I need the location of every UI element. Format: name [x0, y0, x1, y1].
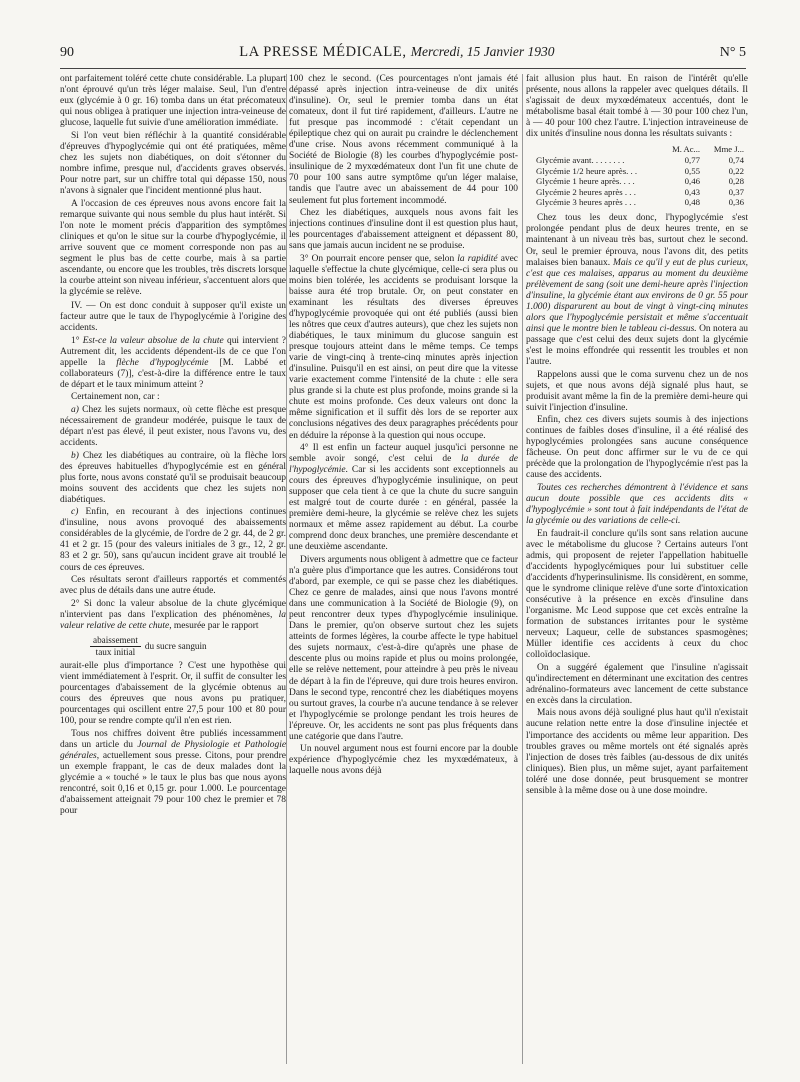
paragraph: 1° Est-ce la valeur absolue de la chute qui intervient ? Autrement dit, les accidents dépendent-ils de ce que l'on appelle la flèche d'hypoglycémie [M. Labbé et collaborateurs (7)], c'est-à-dire la différence entre le taux de départ et le taux minimum atteint ? [60, 335, 286, 390]
column-3 [526, 74, 748, 1064]
glycemia-table [526, 144, 748, 207]
table-cell: 0,36 [728, 196, 744, 207]
table-cell: 0,77 [684, 155, 700, 166]
table-row [526, 187, 748, 197]
table-cell: 0,74 [728, 155, 744, 166]
paragraph: c) Enfin, en recourant à des injections continues d'insuline, nous avons provoqué des abaissements considérables de la glycémie, de l'ordre de 2 gr. 44, de 2 gr. 41 et 2 gr. 15 (pour des valeurs initiales de 3 gr., 12, 2 gr. 83 et 2 gr. 50), sans qu'aucun incident grave ait troublé le cours de ces épreuves. [60, 507, 286, 573]
formula-numerator: abaissement [90, 635, 141, 647]
paragraph: Tous nos chiffres doivent être publiés incessamment dans un article du Journal de Physiologie et Pathologie générales, actuellement sous presse. Citons, pour prendre un exemple frappant, le cas de deux malades dont la glycémie a « touché » le taux le plus bas que nous ayons rencontré, soit 0,16 et 0,15 gr. pour 1.000. Le pourcentage d'abaissement atteignait 79 pour 100 chez le premier et 78 pour [60, 728, 286, 816]
paragraph: 4° Il est enfin un facteur auquel jusqu'ici personne ne semble avoir songé, c'est celui de la durée de l'hypoglycémie. Car si les accidents sont exceptionnels au cours des épreuves d'hypoglycémie insulinique, on peut supposer que cela tient à ce que la chute du sucre sanguin est malgré tout de courte durée : en général, passée la première demi-heure, la glycémie se relève chez les sujets normaux et même assez rapidement au début. La courbe comprend donc deux branches, une première descendante et une deuxième ascendante. [289, 443, 518, 553]
paragraph: Un nouvel argument nous est fourni encore par la double expérience d'hypoglycémie chez les myxœdémateux, à laquelle nous avons déjà [289, 744, 518, 777]
table-header: M. Ac... [672, 144, 700, 155]
table-cell: 0,46 [684, 176, 700, 187]
table-cell: 0,22 [728, 165, 744, 176]
paragraph: A l'occasion de ces épreuves nous avons encore fait la remarque suivante qui nous semble du plus haut intérêt. Si l'on note le moment précis d'apparition des symptômes cliniques et qu'on le situe sur la courbe d'hypoglycémie, il arrive souvent que ce moment corresponde non pas au segment le plus bas de cette courbe, mais à sa partie ascendante, ou encore que les troubles, très discrets lorsque la courbe atteint son niveau inférieur, s'accentuent alors que la glycémie se relève. [60, 198, 286, 297]
conclusion-paragraph: Toutes ces recherches démontrent à l'évidence et sans aucun doute possible que ces accidents dits « d'hypoglycémie » sont tout à fait indépendants de l'état de la glycémie ou des variations de celle-ci. [526, 482, 748, 527]
table-header-row [526, 144, 748, 155]
journal-name: LA PRESSE MÉDICALE, [239, 44, 407, 60]
formula-tail: du sucre sanguin [144, 640, 207, 651]
journal-title [239, 44, 554, 61]
paragraph: fait allusion plus haut. En raison de l'intérêt qu'elle présente, nous allons la rappeler avec quelques détails. Il s'agissait de deux myxœdémateux accentués, dont le métabolisme basal était tombé à — 30 pour 100 chez l'un, à — 40 pour 100 chez l'autre. L'injection intraveineuse de dix unités d'insuline nous donna les résultats suivants : [526, 74, 748, 140]
table-row [526, 155, 748, 165]
paragraph: En faudrait-il conclure qu'ils sont sans relation aucune avec le métabolisme du glucose ? Certains auteurs l'ont admis, qui proposent de rejeter l'appellation habituelle d'accidents hypoglycémiques pour lui substituer celle d'accidents d'hyperinsulinisme. Ils considèrent, en somme, que le syndrome clinique relève d'une sorte d'intoxication consécutive à la présence en excès d'insuline dans l'organisme. Mc Leod suppose que cet excès entraîne la formation de substances irritantes pour le système nerveux; Laqueur, celle de substances spasmogènes; Müller identifie ces accidents à ceux du choc colloïdoclasique. [526, 528, 748, 661]
table-cell: 0,48 [684, 196, 700, 207]
paragraph: Si l'on veut bien réfléchir à la quantité considérable d'épreuves d'hypoglycémie qui ont été pratiquées, même chez les sujets non diabétiques, on doit s'étonner du nombre infime, presque nul, d'accidents graves observés. Pour notre part, sur un chiffre total qui dépasse 150, nous n'avons à signaler que l'incident mentionné plus haut. [60, 130, 286, 196]
paragraph: 3° On pourrait encore penser que, selon la rapidité avec laquelle s'effectue la chute glycémique, celle-ci sera plus ou moins bien tolérée, les accidents se produisant lorsque la baisse aura été trop brutale. Or, on peut constater en examinant les résultats des diverses épreuves d'hypoglycémie provoquée qui ont été publiés (aussi bien les nôtres que ceux d'autres auteurs), que chez les sujets non diabétiques, le taux minimum du glucose sanguin est presque toujours atteint dans le même temps. Ce temps varie de vingt-cinq à trente-cinq minutes après injection d'insuline. Puisqu'il en est ainsi, on peut dire que la vitesse varie exactement comme l'intensité de la chute : elle sera plus grande si la chute est plus profonde, moins grande si la chute est moins profonde. Ces deux valeurs ont donc la même signification et il suffit dès lors de se reporter aux conclusions négatives des deux paragraphes précédents pour en déduire la réponse à la question qui nous occupe. [289, 253, 518, 441]
paragraph: aurait-elle plus d'importance ? C'est une hypothèse qui vient immédiatement à l'esprit. Or, il suffit de consulter les pourcentages d'abaissement de la glycémie obtenus au cours des épreuves que nous avons pu pratiquer, pourcentages qui oscillent entre 27,5 pour 100 et 80 pour 100, pour se rendre compte qu'il n'en est rien. [60, 660, 286, 727]
formula-denominator: taux initial [95, 646, 136, 657]
column-2 [289, 74, 518, 1064]
table-row [526, 166, 748, 176]
table-cell: Glycémie 3 heures après . . . [536, 196, 636, 207]
table-cell: 0,43 [684, 186, 700, 197]
table-cell: 0,55 [684, 165, 700, 176]
table-row [526, 176, 748, 186]
paragraph: 100 chez le second. (Ces pourcentages n'ont jamais été dépassé après injection intra-veineuse de dix unités d'insuline). Or, seul le premier tomba dans un état comateux, dont il fut tiré rapidement, d'ailleurs. L'autre ne fut presque pas incommodé : c'était cependant un épileptique chez qui on aurait pu craindre le déclenchement d'une crise. Nous avons récemment communiqué à la Société de Biologie (8) les courbes d'hypoglycémie post-insulinique de 2 myxœdémateux dont l'un fit une chute de 70 pour 100 sans autre symptôme qu'un léger malaise, tandis que l'autre avec un abaissement de 44 pour 100 seulement fut plus fortement incommodé. [289, 74, 518, 206]
section-iv-paragraph: IV. — On est donc conduit à supposer qu'il existe un facteur autre que le taux de l'hypoglycémie à l'origine des accidents. [60, 300, 286, 334]
header-rule [60, 68, 746, 69]
paragraph: Enfin, chez ces divers sujets soumis à des injections continues de faibles doses d'insuline, il a été réalisé des hypoglycémies prolongées sans aucune conséquence fâcheuse. On peut donc affirmer sur le vu de ce qui précède que la prolongation de l'hypoglycémie n'est pas la cause des accidents. [526, 415, 748, 481]
table-cell: 0,37 [728, 186, 744, 197]
page-header [60, 44, 746, 66]
paragraph: Rappelons aussi que le coma survenu chez un de nos sujets, et que nous avons déjà signalé plus haut, se produisit avant même la fin de la première demi-heure qui suivit l'injection d'insuline. [526, 369, 748, 413]
paragraph: Certainement non, car : [71, 392, 160, 403]
table-cell: Glycémie avant. . . . . . . . [536, 155, 625, 166]
column-divider [286, 74, 287, 1064]
issue-number: N° 5 [719, 45, 746, 60]
paragraph: Divers arguments nous obligent à admettre que ce facteur n'a guère plus d'importance que les autres. Considérons tout d'abord, par exemple, ce qui se passe chez les diabétiques. Chez ce genre de malades, ainsi que nous l'avons montré dans une communication à la Société de Biologie (9), on peut rencontrer deux types d'hypoglycémie insulinique. Dans le premier, qu'on observe surtout chez les sujets atteints de formes légères, la courbe affecte le type habituel des sujets normaux, c'est-à-dire qu'après une phase de descente plus ou moins rapide et plus ou moins prolongée, elle se relève nettement, pour atteindre à peu près le niveau de départ à la fin de l'épreuve, qui dure trois heures environ. Dans le second type, rencontré chez les diabétiques moyens ou surtout graves, la courbe n'a aucune tendance à se relever et l'hypoglycémie se prolonge pendant les trois heures de l'épreuve. Or, les accidents ne sont pas plus fréquents dans une catégorie que dans l'autre. [289, 555, 518, 742]
table-header: Mme J... [713, 144, 744, 155]
paragraph: b) Chez les diabétiques au contraire, où la flèche lors des épreuves habituelles d'hypoglycémie est en général plus forte, nous avons constaté qu'il se produisait beaucoup moins souvent des accidents que chez les sujets non diabétiques. [60, 450, 286, 505]
column-1 [60, 74, 286, 1064]
paragraph: On a suggéré également que l'insuline n'agissait qu'indirectement en déterminant une excitation des centres adrénalino-formateurs avec lancement de cette substance en excès dans la circulation. [526, 662, 748, 706]
paragraph: 2° Si donc la valeur absolue de la chute glycémique n'intervient pas dans l'explication des phénomènes, la valeur relative de cette chute, mesurée par le rapport [60, 598, 286, 631]
table-cell: 0,28 [728, 176, 744, 187]
column-divider [522, 74, 523, 1064]
page-number: 90 [60, 45, 74, 60]
paragraph: ont parfaitement toléré cette chute considérable. La plupart n'ont éprouvé qu'un très léger malaise. Seul, l'un d'entre eux (glycémie à 0 gr. 16) tomba dans un état précomateux qui nous obligea à pratiquer une injection intra-veineuse de glucose, laquelle fut suivie d'une amélioration immédiate. [60, 74, 286, 129]
paragraph: Mais nous avons déjà souligné plus haut qu'il n'existait aucune relation nette entre la dose d'insuline injectée et l'importance des accidents ou même leur apparition. Des troubles graves ou même mortels ont été signalés après l'injection de doses très faibles (au-dessous de dix unités cliniques). Bien plus, un même sujet, ayant parfaitement toléré une dose donnée, peut brusquement se montrer sensible à la même dose ou à une dose moindre. [526, 708, 748, 796]
table-row [526, 197, 748, 207]
paragraph: Chez les diabétiques, auxquels nous avons fait les injections continues d'insuline dont il est question plus haut, les pourcentages d'abaissement atteignent et dépassent 80, sans que jamais aucun incident ne se produise. [289, 208, 518, 252]
table-cell: Glycémie 2 heures après . . . [536, 186, 636, 197]
paragraph: Ces résultats seront d'ailleurs rapportés et commentés avec plus de détails dans une autre étude. [60, 575, 286, 597]
table-cell: Glycémie 1 heure après. . . . [536, 176, 635, 187]
paragraph: Chez tous les deux donc, l'hypoglycémie s'est prolongée pendant plus de deux heures trente, en se maintenant à un niveau très bas, surtout chez le second. Or, seul le premier éprouva, nous l'avons dit, des petits malaises bien banaux. Mais ce qu'il y eut de plus curieux, c'est que ces malaises, apparus au moment du deuxième prélèvement de sang (soit une demi-heure après l'injection d'insuline, la glycémie étant aux environs de 0 gr. 55 pour 1.000) disparurent au bout de vingt à vingt-cinq minutes alors que l'hypoglycémie persistait et même s'accentuait ainsi que le montre bien le tableau ci-dessus. On notera au passage que c'est celui des deux sujets dont la glycémie s'est le moins effondrée qui ressentit les troubles et non l'autre. [526, 213, 748, 367]
paragraph: a) Chez les sujets normaux, où cette flèche est presque nécessairement de grandeur modérée, puisque le taux de départ n'est pas élevé, il peut exister, nous l'avons vu, des accidents. [60, 404, 286, 448]
table-cell: Glycémie 1/2 heure après. . . [536, 165, 638, 176]
issue-date: Mercredi, 15 Janvier 1930 [410, 44, 555, 59]
ratio-formula [90, 635, 286, 658]
